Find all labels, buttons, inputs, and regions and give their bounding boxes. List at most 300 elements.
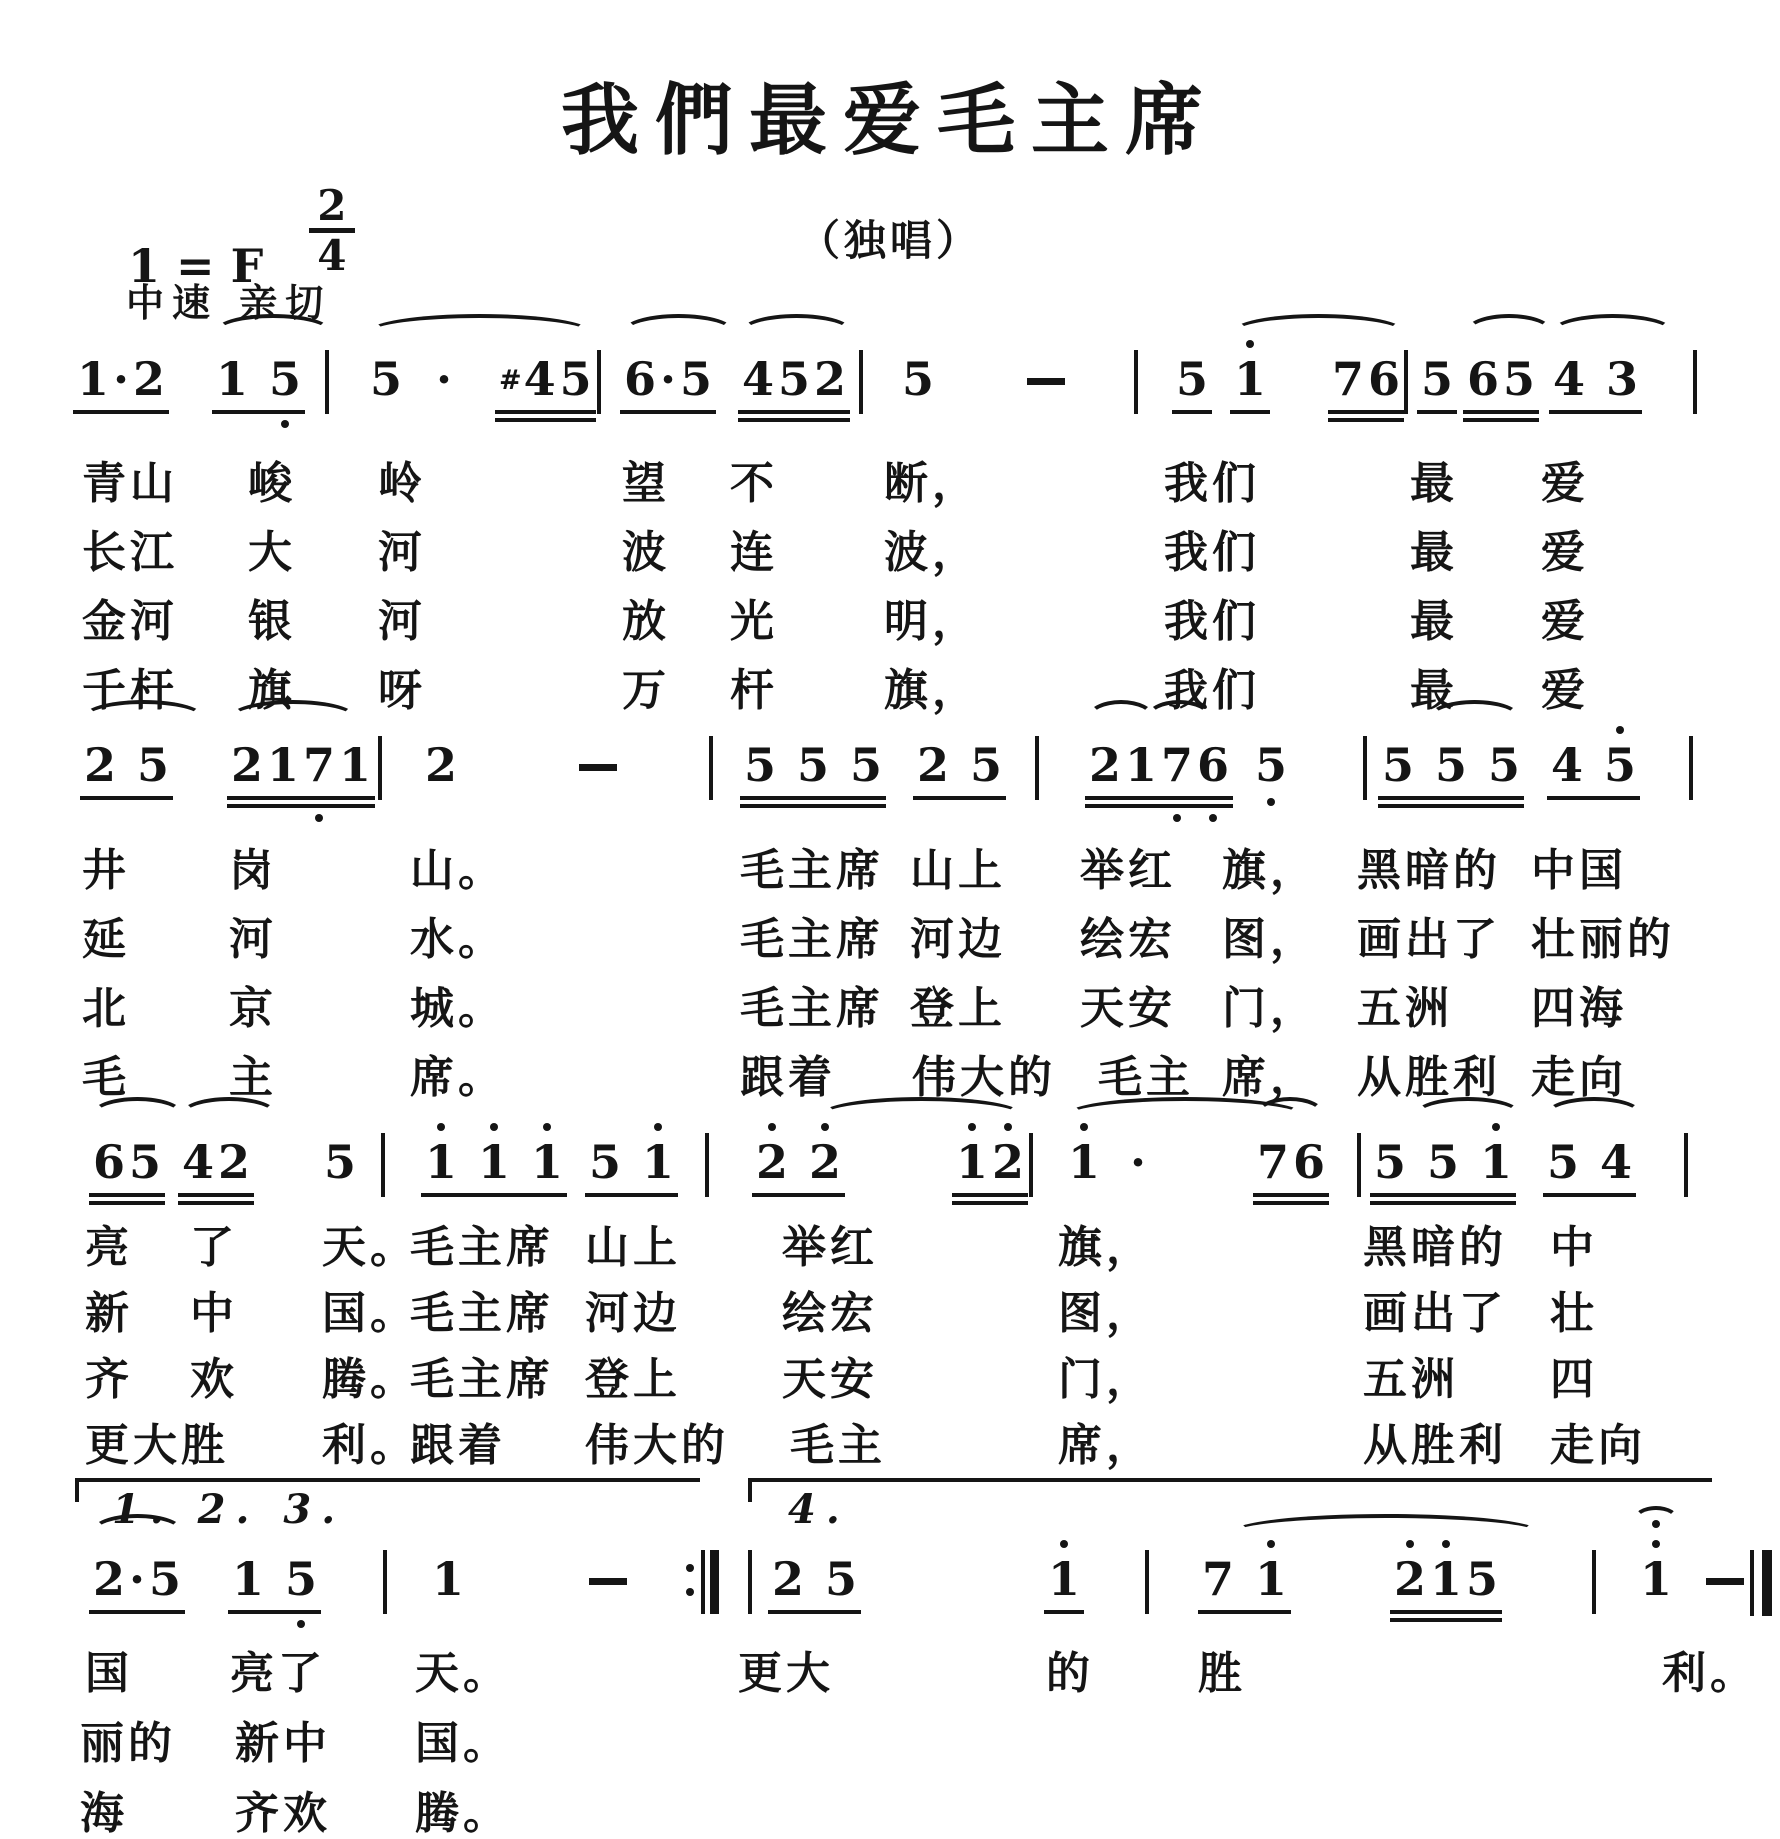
note-digit: 5 <box>1382 738 1415 792</box>
lyric-syllable: 利。 <box>322 1420 418 1471</box>
song-subtitle: （独唱） <box>797 216 982 265</box>
lyric-syllable: 我们 <box>1164 665 1260 716</box>
note-cell <box>587 1135 676 1189</box>
note-digit: 5 <box>680 352 713 406</box>
song-title: 我們最爱毛主席 <box>560 75 1219 166</box>
lyric-syllable: 壮丽的 <box>1531 914 1675 965</box>
lyric-syllable: 毛主席 <box>410 1288 554 1339</box>
duration-dash <box>589 1578 627 1585</box>
note-space <box>1416 782 1433 792</box>
note-digit: 5 <box>1466 1552 1499 1606</box>
beam-underline <box>1044 1610 1084 1614</box>
note-space <box>1408 1179 1425 1189</box>
note-space <box>831 782 848 792</box>
lyric-syllable: 毛主 <box>1098 1052 1194 1103</box>
note-cell <box>1638 1552 1674 1606</box>
barline <box>1029 1133 1033 1197</box>
barline <box>1693 350 1697 414</box>
octave-dot-above <box>437 1123 445 1131</box>
lyric-syllable: 延 <box>82 914 130 965</box>
slur-arc <box>622 314 735 350</box>
beam-underline <box>80 796 173 800</box>
note-digit: 7 <box>1161 738 1193 792</box>
note-cell <box>1232 352 1268 406</box>
note-cell <box>214 352 303 406</box>
beam-underline <box>1370 1201 1516 1205</box>
octave-dot-above <box>1492 1123 1500 1131</box>
beam-underline <box>1547 796 1640 800</box>
barline <box>1035 736 1039 800</box>
barline <box>859 350 863 414</box>
lyric-syllable: 旗 <box>248 665 296 716</box>
beam-underline <box>1463 410 1539 414</box>
note-digit: 2 <box>84 738 117 792</box>
barline <box>1363 736 1367 800</box>
lyric-syllable: 席， <box>1222 1052 1318 1103</box>
lyric-syllable: 登上 <box>910 983 1006 1034</box>
beam-underline <box>1172 410 1212 414</box>
note-cell <box>1253 738 1289 792</box>
note-cell <box>770 1552 859 1606</box>
note-digit: 5 <box>1255 738 1287 792</box>
note-digit: 5 <box>324 1135 357 1189</box>
note-digit: 1 <box>956 1135 988 1189</box>
dotted-note-dot: · <box>113 352 130 406</box>
lyric-syllable: 爱 <box>1541 527 1589 578</box>
slur-arc <box>1551 314 1674 350</box>
beam-underline <box>89 1201 165 1205</box>
barline <box>1145 1550 1149 1614</box>
note-digit: 5 <box>589 1135 622 1189</box>
lyric-syllable: 连 <box>730 527 778 578</box>
note-cell <box>1128 1135 1148 1189</box>
barline <box>381 1133 385 1197</box>
note-space <box>512 1179 529 1189</box>
beam-underline <box>178 1193 254 1197</box>
lyric-syllable: 国。 <box>322 1288 418 1339</box>
note-digit: 1 <box>1640 1552 1672 1606</box>
lyric-syllable: 放 <box>622 596 670 647</box>
note-digit: 5 <box>1604 738 1636 792</box>
beam-underline <box>752 1193 845 1197</box>
note-cell <box>742 738 884 792</box>
note-cell <box>1046 1552 1082 1606</box>
note-digit: 2 <box>93 1552 126 1606</box>
note-space <box>250 396 267 406</box>
note-cell <box>1200 1552 1289 1606</box>
note-digit: 1 <box>478 1135 510 1189</box>
note-digit: 5 <box>1176 352 1209 406</box>
note-digit: 1 <box>1480 1135 1512 1189</box>
lyric-syllable: 岭 <box>378 458 426 509</box>
lyric-syllable: 壮 <box>1550 1288 1598 1339</box>
note-digit: 1 <box>1068 1135 1100 1189</box>
beam-underline <box>89 1193 165 1197</box>
lyric-syllable: 爱 <box>1541 665 1589 716</box>
note-digit: 5 <box>850 738 883 792</box>
time-signature-denominator: 4 <box>317 231 347 280</box>
beam-underline <box>73 410 169 414</box>
key-tonic: F <box>230 239 264 293</box>
note-digit: 2 <box>218 1135 251 1189</box>
lyric-syllable: 波 <box>622 527 670 578</box>
note-cell <box>82 738 171 792</box>
lyric-syllable: 河 <box>229 914 277 965</box>
lyric-syllable: 席。 <box>410 1052 506 1103</box>
lyric-syllable: 走向 <box>1550 1420 1646 1471</box>
slur-arc <box>1232 314 1405 350</box>
beam-underline <box>1253 1201 1329 1205</box>
note-cell <box>1066 1135 1102 1189</box>
barline <box>1357 1133 1361 1197</box>
slur-arc <box>1465 314 1553 350</box>
note-digit: 1 <box>267 738 300 792</box>
lyric-syllable: 河边 <box>585 1288 681 1339</box>
lyric-syllable: 水。 <box>410 914 506 965</box>
duration-dash <box>579 764 617 771</box>
beam-underline <box>768 1610 861 1614</box>
lyric-syllable: 腾。 <box>322 1354 418 1405</box>
note-digit: 4 <box>1600 1135 1633 1189</box>
beam-underline <box>1390 1618 1502 1622</box>
note-digit: 6 <box>93 1135 126 1189</box>
dotted-note-dot: · <box>436 352 453 406</box>
note-cell <box>230 1552 319 1606</box>
note-digit: 5 <box>129 1135 162 1189</box>
octave-dot-above <box>821 1123 829 1131</box>
note-space <box>1236 1596 1253 1606</box>
volta-label: 4. <box>788 1486 850 1533</box>
octave-dot-above <box>968 1123 976 1131</box>
lyric-syllable: 欢 <box>190 1354 238 1405</box>
slur-arc <box>1087 700 1155 736</box>
repeat-dot <box>686 1588 694 1596</box>
note-cell <box>423 1135 565 1189</box>
note-digit: 2 <box>1089 738 1122 792</box>
note-digit: 7 <box>303 738 335 792</box>
note-digit: 1 <box>1048 1552 1080 1606</box>
beam-underline <box>1378 804 1524 808</box>
note-digit: 5 <box>137 738 170 792</box>
lyric-syllable: 门， <box>1222 983 1318 1034</box>
time-signature-numerator: 2 <box>309 184 354 233</box>
octave-dot-below <box>281 420 289 428</box>
lyric-syllable: 最 <box>1410 665 1458 716</box>
note-digit: 5 <box>778 352 811 406</box>
note-space <box>623 1179 640 1189</box>
barline <box>709 736 713 800</box>
note-digit: 5 <box>1547 1135 1580 1189</box>
repeat-thick-line <box>710 1550 719 1614</box>
lyric-syllable: 天。 <box>415 1648 511 1699</box>
volta-bracket-tick <box>75 1478 79 1502</box>
octave-dot-above <box>1267 1540 1275 1548</box>
lyric-syllable: 更大 <box>738 1648 834 1699</box>
note-digit: 5 <box>797 738 830 792</box>
note-cell <box>430 1552 466 1606</box>
note-digit: 1 <box>1430 1552 1462 1606</box>
beam-underline <box>227 796 375 800</box>
note-digit: 1 <box>77 352 110 406</box>
note-digit: 7 <box>1257 1135 1290 1189</box>
lyric-syllable: 四 <box>1550 1354 1598 1405</box>
lyric-syllable: 旗， <box>884 665 980 716</box>
lyric-syllable: 从胜利 <box>1363 1420 1507 1471</box>
lyric-syllable: 图， <box>1222 914 1318 965</box>
lyric-syllable: 腾。 <box>415 1788 511 1839</box>
note-cell <box>1174 352 1210 406</box>
lyric-syllable: 金河 <box>82 596 178 647</box>
note-digit: 5 <box>1435 738 1468 792</box>
note-cell <box>1465 352 1537 406</box>
lyric-syllable: 跟着 <box>740 1052 836 1103</box>
lyric-syllable: 国 <box>85 1648 133 1699</box>
note-digit: 4 <box>742 352 775 406</box>
time-signature <box>309 181 354 280</box>
lyric-syllable: 走向 <box>1531 1052 1627 1103</box>
lyric-syllable: 席， <box>1058 1420 1154 1471</box>
key-equals: = <box>176 239 215 293</box>
lyric-syllable: 呀 <box>378 665 426 716</box>
lyric-syllable: 我们 <box>1164 527 1260 578</box>
lyric-syllable: 明， <box>884 596 980 647</box>
lyric-syllable: 岗 <box>229 845 277 896</box>
note-digit: 2 <box>809 1135 841 1189</box>
note-cell <box>1087 738 1231 792</box>
note-digit: 5 <box>1488 738 1521 792</box>
lyric-syllable: 城。 <box>410 983 506 1034</box>
tempo-marking: 中速 亲切 <box>126 281 332 325</box>
note-cell <box>1551 352 1640 406</box>
note-digit: 4 <box>523 352 556 406</box>
beam-underline <box>952 1201 1028 1205</box>
lyric-syllable: 图， <box>1058 1288 1154 1339</box>
lyric-syllable: 毛主席 <box>740 983 884 1034</box>
note-digit: 5 <box>370 352 403 406</box>
note-cell <box>622 352 714 406</box>
note-space <box>1461 1179 1478 1189</box>
octave-dot-above <box>1004 1123 1012 1131</box>
lyric-syllable: 大 <box>248 527 296 578</box>
volta-bracket-line <box>748 1478 1712 1482</box>
note-digit: 5 <box>1427 1135 1460 1189</box>
beam-underline <box>1328 418 1404 422</box>
beam-underline <box>913 796 1006 800</box>
lyric-syllable: 门， <box>1058 1354 1154 1405</box>
dotted-note-dot: · <box>1130 1135 1147 1189</box>
lyric-syllable: 峻 <box>248 458 296 509</box>
lyric-syllable: 中 <box>190 1288 238 1339</box>
lyric-syllable: 利。 <box>1662 1648 1758 1699</box>
beam-underline <box>740 796 886 800</box>
note-space <box>1587 396 1604 406</box>
lyric-syllable: 更大胜 <box>85 1420 229 1471</box>
note-digit: 3 <box>1606 352 1639 406</box>
lyric-syllable: 的 <box>1046 1648 1094 1699</box>
beam-underline <box>1463 418 1539 422</box>
volta-bracket-tick <box>748 1478 752 1502</box>
octave-dot-below <box>297 1620 305 1628</box>
beam-underline <box>740 804 886 808</box>
lyric-syllable: 绘宏 <box>1080 914 1176 965</box>
lyric-syllable: 北 <box>82 983 130 1034</box>
beam-underline <box>212 410 305 414</box>
slur-arc <box>1232 1514 1540 1550</box>
slur-arc <box>214 314 332 350</box>
lyric-syllable: 亮了 <box>230 1648 326 1699</box>
note-digit: 4 <box>182 1135 215 1189</box>
beam-underline <box>1378 796 1524 800</box>
note-digit: 5 <box>269 352 301 406</box>
lyric-syllable: 京 <box>229 983 277 1034</box>
lyric-syllable: 画出了 <box>1357 914 1501 965</box>
note-cell <box>368 352 404 406</box>
lyric-syllable: 毛主 <box>790 1420 886 1471</box>
barline <box>597 350 601 414</box>
lyric-syllable: 不 <box>730 458 778 509</box>
lyric-syllable: 毛主席 <box>740 845 884 896</box>
note-digit: 6 <box>1368 352 1401 406</box>
note-digit: 1 <box>531 1135 563 1189</box>
duration-dash <box>1027 378 1065 385</box>
note-digit: 1 <box>432 1552 465 1606</box>
lyric-syllable: 举红 <box>782 1222 878 1273</box>
lyric-syllable: 山上 <box>910 845 1006 896</box>
barline <box>1689 736 1693 800</box>
slur-arc <box>740 314 853 350</box>
beam-underline <box>1549 410 1642 414</box>
lyric-syllable: 河 <box>378 596 426 647</box>
note-cell <box>754 1135 843 1189</box>
lyric-syllable: 旗， <box>1058 1222 1154 1273</box>
octave-dot-above <box>1616 726 1624 734</box>
note-cell <box>740 352 848 406</box>
beam-underline <box>1390 1610 1502 1614</box>
note-cell <box>229 738 373 792</box>
beam-underline <box>952 1193 1028 1197</box>
lyric-syllable: 举红 <box>1080 845 1176 896</box>
note-space <box>266 1596 283 1606</box>
beam-underline <box>1328 410 1404 414</box>
note-space <box>1585 782 1602 792</box>
beam-underline <box>227 804 375 808</box>
sharp-icon: # <box>499 365 522 396</box>
note-digit: 7 <box>1332 352 1365 406</box>
octave-dot-above <box>1080 1123 1088 1131</box>
note-digit: 1 <box>339 738 372 792</box>
lyric-syllable: 登上 <box>585 1354 681 1405</box>
lyric-syllable: 千杆 <box>82 665 178 716</box>
volta-label: 1. 2. 3. <box>112 1486 346 1533</box>
note-cell <box>1419 352 1455 406</box>
lyric-syllable: 万 <box>622 665 670 716</box>
lyric-syllable: 新中 <box>235 1718 331 1769</box>
octave-dot-above <box>654 1123 662 1131</box>
barline <box>1134 350 1138 414</box>
lyric-syllable: 毛主席 <box>740 914 884 965</box>
note-digit: 5 <box>970 738 1003 792</box>
note-digit: 2 <box>231 738 264 792</box>
lyric-syllable: 黑暗的 <box>1363 1222 1507 1273</box>
beam-underline <box>495 410 596 414</box>
octave-dot-above <box>543 1123 551 1131</box>
barline <box>378 736 382 800</box>
repeat-thin-line <box>701 1550 705 1614</box>
final-thick-line <box>1762 1550 1772 1616</box>
note-cell <box>954 1135 1026 1189</box>
note-cell <box>497 352 594 406</box>
note-cell <box>322 1135 358 1189</box>
lyric-syllable: 亮 <box>85 1222 133 1273</box>
lyric-syllable: 从胜利 <box>1357 1052 1501 1103</box>
beam-underline <box>1417 410 1457 414</box>
lyric-syllable: 毛主席 <box>410 1222 554 1273</box>
note-digit: 5 <box>149 1552 182 1606</box>
lyric-syllable: 断， <box>884 458 980 509</box>
beam-underline <box>1543 1193 1636 1197</box>
lyric-syllable: 四海 <box>1531 983 1627 1034</box>
beam-underline <box>1085 796 1233 800</box>
lyric-syllable: 绘宏 <box>782 1288 878 1339</box>
octave-dot-above <box>1406 1540 1414 1548</box>
note-cell <box>1330 352 1402 406</box>
beam-underline <box>228 1610 321 1614</box>
note-cell <box>1392 1552 1500 1606</box>
lyric-syllable: 了 <box>190 1222 238 1273</box>
beam-underline <box>1230 410 1270 414</box>
beam-underline <box>585 1193 678 1197</box>
note-digit: 6 <box>624 352 657 406</box>
note-digit: 1 <box>232 1552 265 1606</box>
repeat-end-barline <box>686 1550 720 1614</box>
note-cell <box>1372 1135 1514 1189</box>
beam-underline <box>738 418 850 422</box>
note-space <box>778 782 795 792</box>
note-digit: 2 <box>1394 1552 1426 1606</box>
lyric-syllable: 望 <box>622 458 670 509</box>
note-digit: 4 <box>1553 352 1586 406</box>
lyric-syllable: 齐欢 <box>235 1788 331 1839</box>
note-digit: 5 <box>1374 1135 1407 1189</box>
lyric-syllable: 青山 <box>82 458 178 509</box>
barline <box>383 1550 387 1614</box>
final-barline <box>1750 1550 1774 1616</box>
note-digit: 2 <box>917 738 950 792</box>
lyric-syllable: 天。 <box>322 1222 418 1273</box>
dotted-note-dot: · <box>129 1552 146 1606</box>
note-digit: 6 <box>1467 352 1500 406</box>
lyric-syllable: 中 <box>1550 1222 1598 1273</box>
beam-underline <box>1253 1193 1329 1197</box>
final-thin-line <box>1750 1550 1754 1616</box>
note-digit: 6 <box>1293 1135 1326 1189</box>
note-cell <box>1255 1135 1327 1189</box>
lyric-syllable: 天安 <box>782 1354 878 1405</box>
lyric-syllable: 新 <box>85 1288 133 1339</box>
octave-dot-above <box>490 1123 498 1131</box>
note-cell <box>915 738 1004 792</box>
beam-underline <box>1370 1193 1516 1197</box>
barline <box>1592 1550 1596 1614</box>
lyric-syllable: 最 <box>1410 458 1458 509</box>
note-digit: 2 <box>425 738 458 792</box>
lyric-syllable: 波， <box>884 527 980 578</box>
note-digit: 5 <box>902 352 935 406</box>
barline <box>325 350 329 414</box>
duration-dash <box>1706 1578 1744 1585</box>
lyric-syllable: 跟着 <box>410 1420 506 1471</box>
beam-underline <box>178 1201 254 1205</box>
